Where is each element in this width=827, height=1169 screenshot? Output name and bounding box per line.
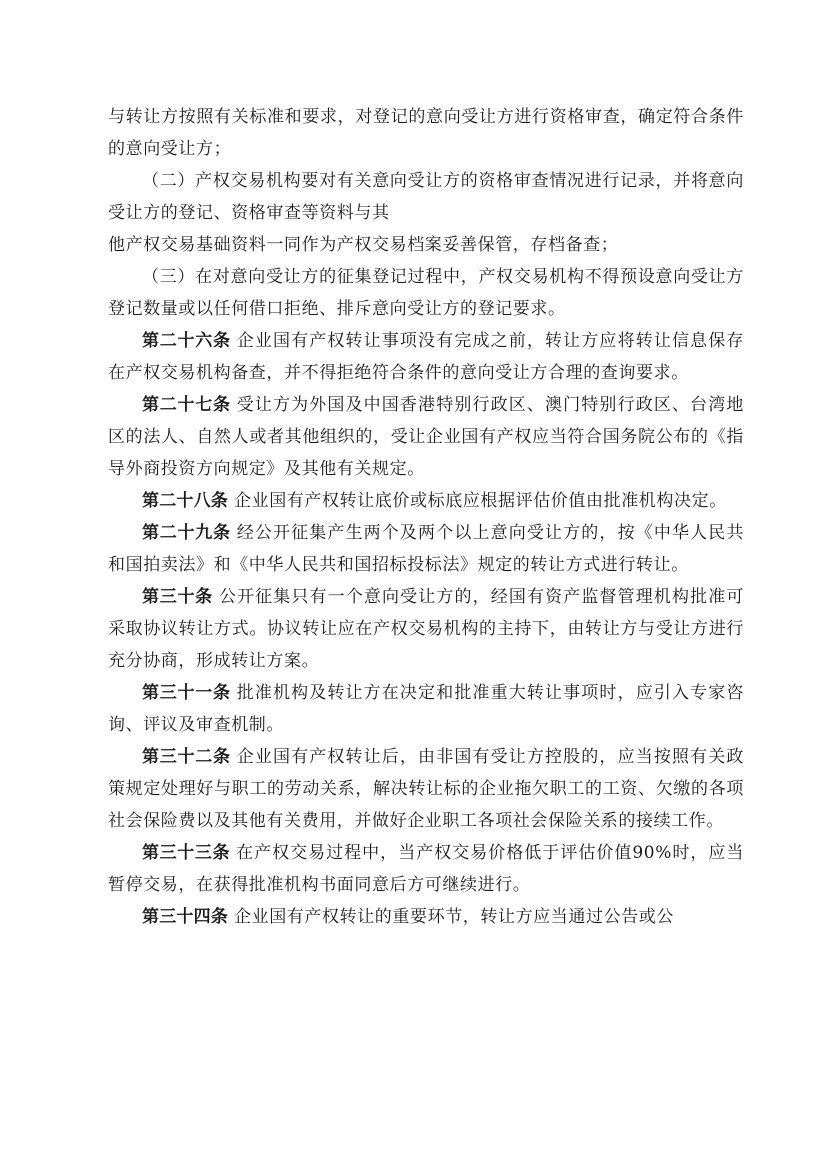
- article-body: 企业国有产权转让后，由非国有受让方控股的，应当按照有关政策规定处理好与职工的劳动关系，解决转让标的企业拖欠职工的工资、欠缴的各项社会保险费以及其他有关费用，并做好企业职工各项社会保险关系的接续工作。: [108, 747, 744, 831]
- article-title: 第二十七条: [142, 395, 231, 415]
- article-title: 第三十四条: [142, 907, 228, 927]
- article-title: 第二十八条: [142, 491, 228, 511]
- article-33: [108, 837, 744, 901]
- article-30: [108, 581, 744, 677]
- article-27: [108, 389, 744, 485]
- document-page: [108, 101, 744, 933]
- article-body: 经公开征集产生两个及两个以上意向受让方的，按《中华人民共和国拍卖法》和《中华人民共和国招标投标法》规定的转让方式进行转让。: [108, 523, 744, 575]
- article-title: 第三十一条: [142, 683, 231, 703]
- article-title: 第三十二条: [142, 747, 231, 767]
- clause-item-3: （三）在对意向受让方的征集登记过程中，产权交易机构不得预设意向受让方登记数量或以任何借口拒绝、排斥意向受让方的登记要求。: [108, 267, 744, 319]
- clause-item-2-line-1: （二）产权交易机构要对有关意向受让方的资格审查情况进行记录，并将意向受让方的登记、资格审查等资料与其: [108, 171, 744, 223]
- article-title: 第二十六条: [142, 331, 231, 351]
- article-body: 批准机构及转让方在决定和批准重大转让事项时，应引入专家咨询、评议及审查机制。: [108, 683, 744, 735]
- article-body: 企业国有产权转让的重要环节，转让方应当通过公告或公: [234, 907, 674, 927]
- article-body: 受让方为外国及中国香港特别行政区、澳门特别行政区、台湾地区的法人、自然人或者其他组织的，受让企业国有产权应当符合国务院公布的《指导外商投资方向规定》及其他有关规定。: [108, 395, 744, 479]
- clause-item-2-line-2: 他产权交易基础资料一同作为产权交易档案妥善保管，存档备查；: [108, 235, 619, 255]
- article-26: [108, 325, 744, 389]
- article-32: [108, 741, 744, 837]
- article-body: 在产权交易过程中，当产权交易价格低于评估价值90%时，应当暂停交易，在获得批准机构书面同意后方可继续进行。: [108, 843, 745, 895]
- article-31: [108, 677, 744, 741]
- article-body: 企业国有产权转让底价或标底应根据评估价值由批准机构决定。: [234, 491, 727, 511]
- article-title: 第二十九条: [142, 523, 231, 543]
- lead-paragraph: 与转让方按照有关标准和要求，对登记的意向受让方进行资格审查，确定符合条件的意向受让方；: [108, 107, 744, 159]
- article-body: 公开征集只有一个意向受让方的，经国有资产监督管理机构批准可采取协议转让方式。协议转让应在产权交易机构的主持下，由转让方与受让方进行充分协商，形成转让方案。: [108, 587, 744, 671]
- article-title: 第三十条: [142, 587, 213, 607]
- article-29: [108, 517, 744, 581]
- article-title: 第三十三条: [142, 843, 231, 863]
- article-28: [108, 485, 744, 517]
- article-body: 企业国有产权转让事项没有完成之前，转让方应将转让信息保存在产权交易机构备查，并不得拒绝符合条件的意向受让方合理的查询要求。: [108, 331, 744, 383]
- article-34: [108, 901, 744, 933]
- clause-item-2: [108, 165, 744, 261]
